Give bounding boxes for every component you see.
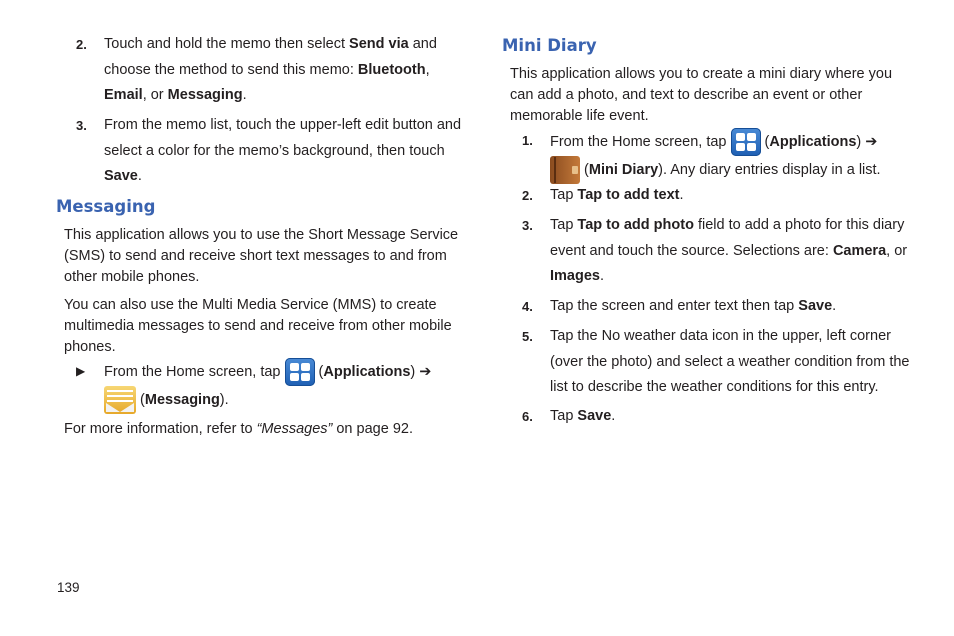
step-number: 5. <box>522 329 533 344</box>
step-number: 1. <box>522 133 533 148</box>
step-number: 3. <box>76 118 87 133</box>
messages-link[interactable]: “Messages” <box>256 421 333 437</box>
page-number: 139 <box>57 580 80 595</box>
messaging-paragraph-sms: This application allows you to use the Short Message Service (SMS) to send and receive short text messages to and from other mobile phones. <box>64 227 459 285</box>
more-info-reference: For more information, refer to “Messages” on page 92. <box>64 421 413 437</box>
step-text: Tap the screen and enter text then tap Save. <box>550 298 837 314</box>
step-text: Tap Tap to add text. <box>550 187 684 203</box>
step-number: 2. <box>76 37 87 52</box>
step-number: 2. <box>522 188 533 203</box>
step-number: 4. <box>522 299 533 314</box>
bullet-text: From the Home screen, tap (Applications) ➔ (Messaging). <box>104 358 466 414</box>
section-heading-mini-diary: Mini Diary <box>502 36 597 55</box>
mini-diary-paragraph: This application allows you to create a mini diary where you can add a photo, and text to describe an event or other memorable life event. <box>510 66 893 124</box>
messaging-paragraph-mms: You can also use the Multi Media Service (MMS) to create multimedia messages to send and receive from other mobile phones. <box>64 297 452 355</box>
bullet-marker: ▶ <box>76 364 86 378</box>
step-text: From the memo list, touch the upper-left edit button and select a color for the memo’s background, then touch Save. <box>104 117 462 184</box>
step-text: Tap Tap to add photo field to add a photo for this diary event and touch the source. Selections are: Camera, or Images. <box>550 217 908 284</box>
section-heading-messaging: Messaging <box>56 197 156 216</box>
step-text: Tap Save. <box>550 408 616 424</box>
messaging-envelope-icon <box>104 386 136 414</box>
step-number: 3. <box>522 218 533 233</box>
applications-grid-icon <box>731 128 761 156</box>
step-text: Touch and hold the memo then select Send via and choose the method to send this memo: Bluetooth, Email, or Messaging. <box>104 36 437 103</box>
step-number: 6. <box>522 409 533 424</box>
step-text: Tap the No weather data icon in the upper, left corner (over the photo) and select a weather condition from the list to describe the weather conditions for this entry. <box>550 328 910 395</box>
mini-diary-book-icon <box>550 156 580 184</box>
step-text: From the Home screen, tap (Applications) ➔ (Mini Diary). Any diary entries display in a list. <box>550 128 914 184</box>
applications-grid-icon <box>285 358 315 386</box>
